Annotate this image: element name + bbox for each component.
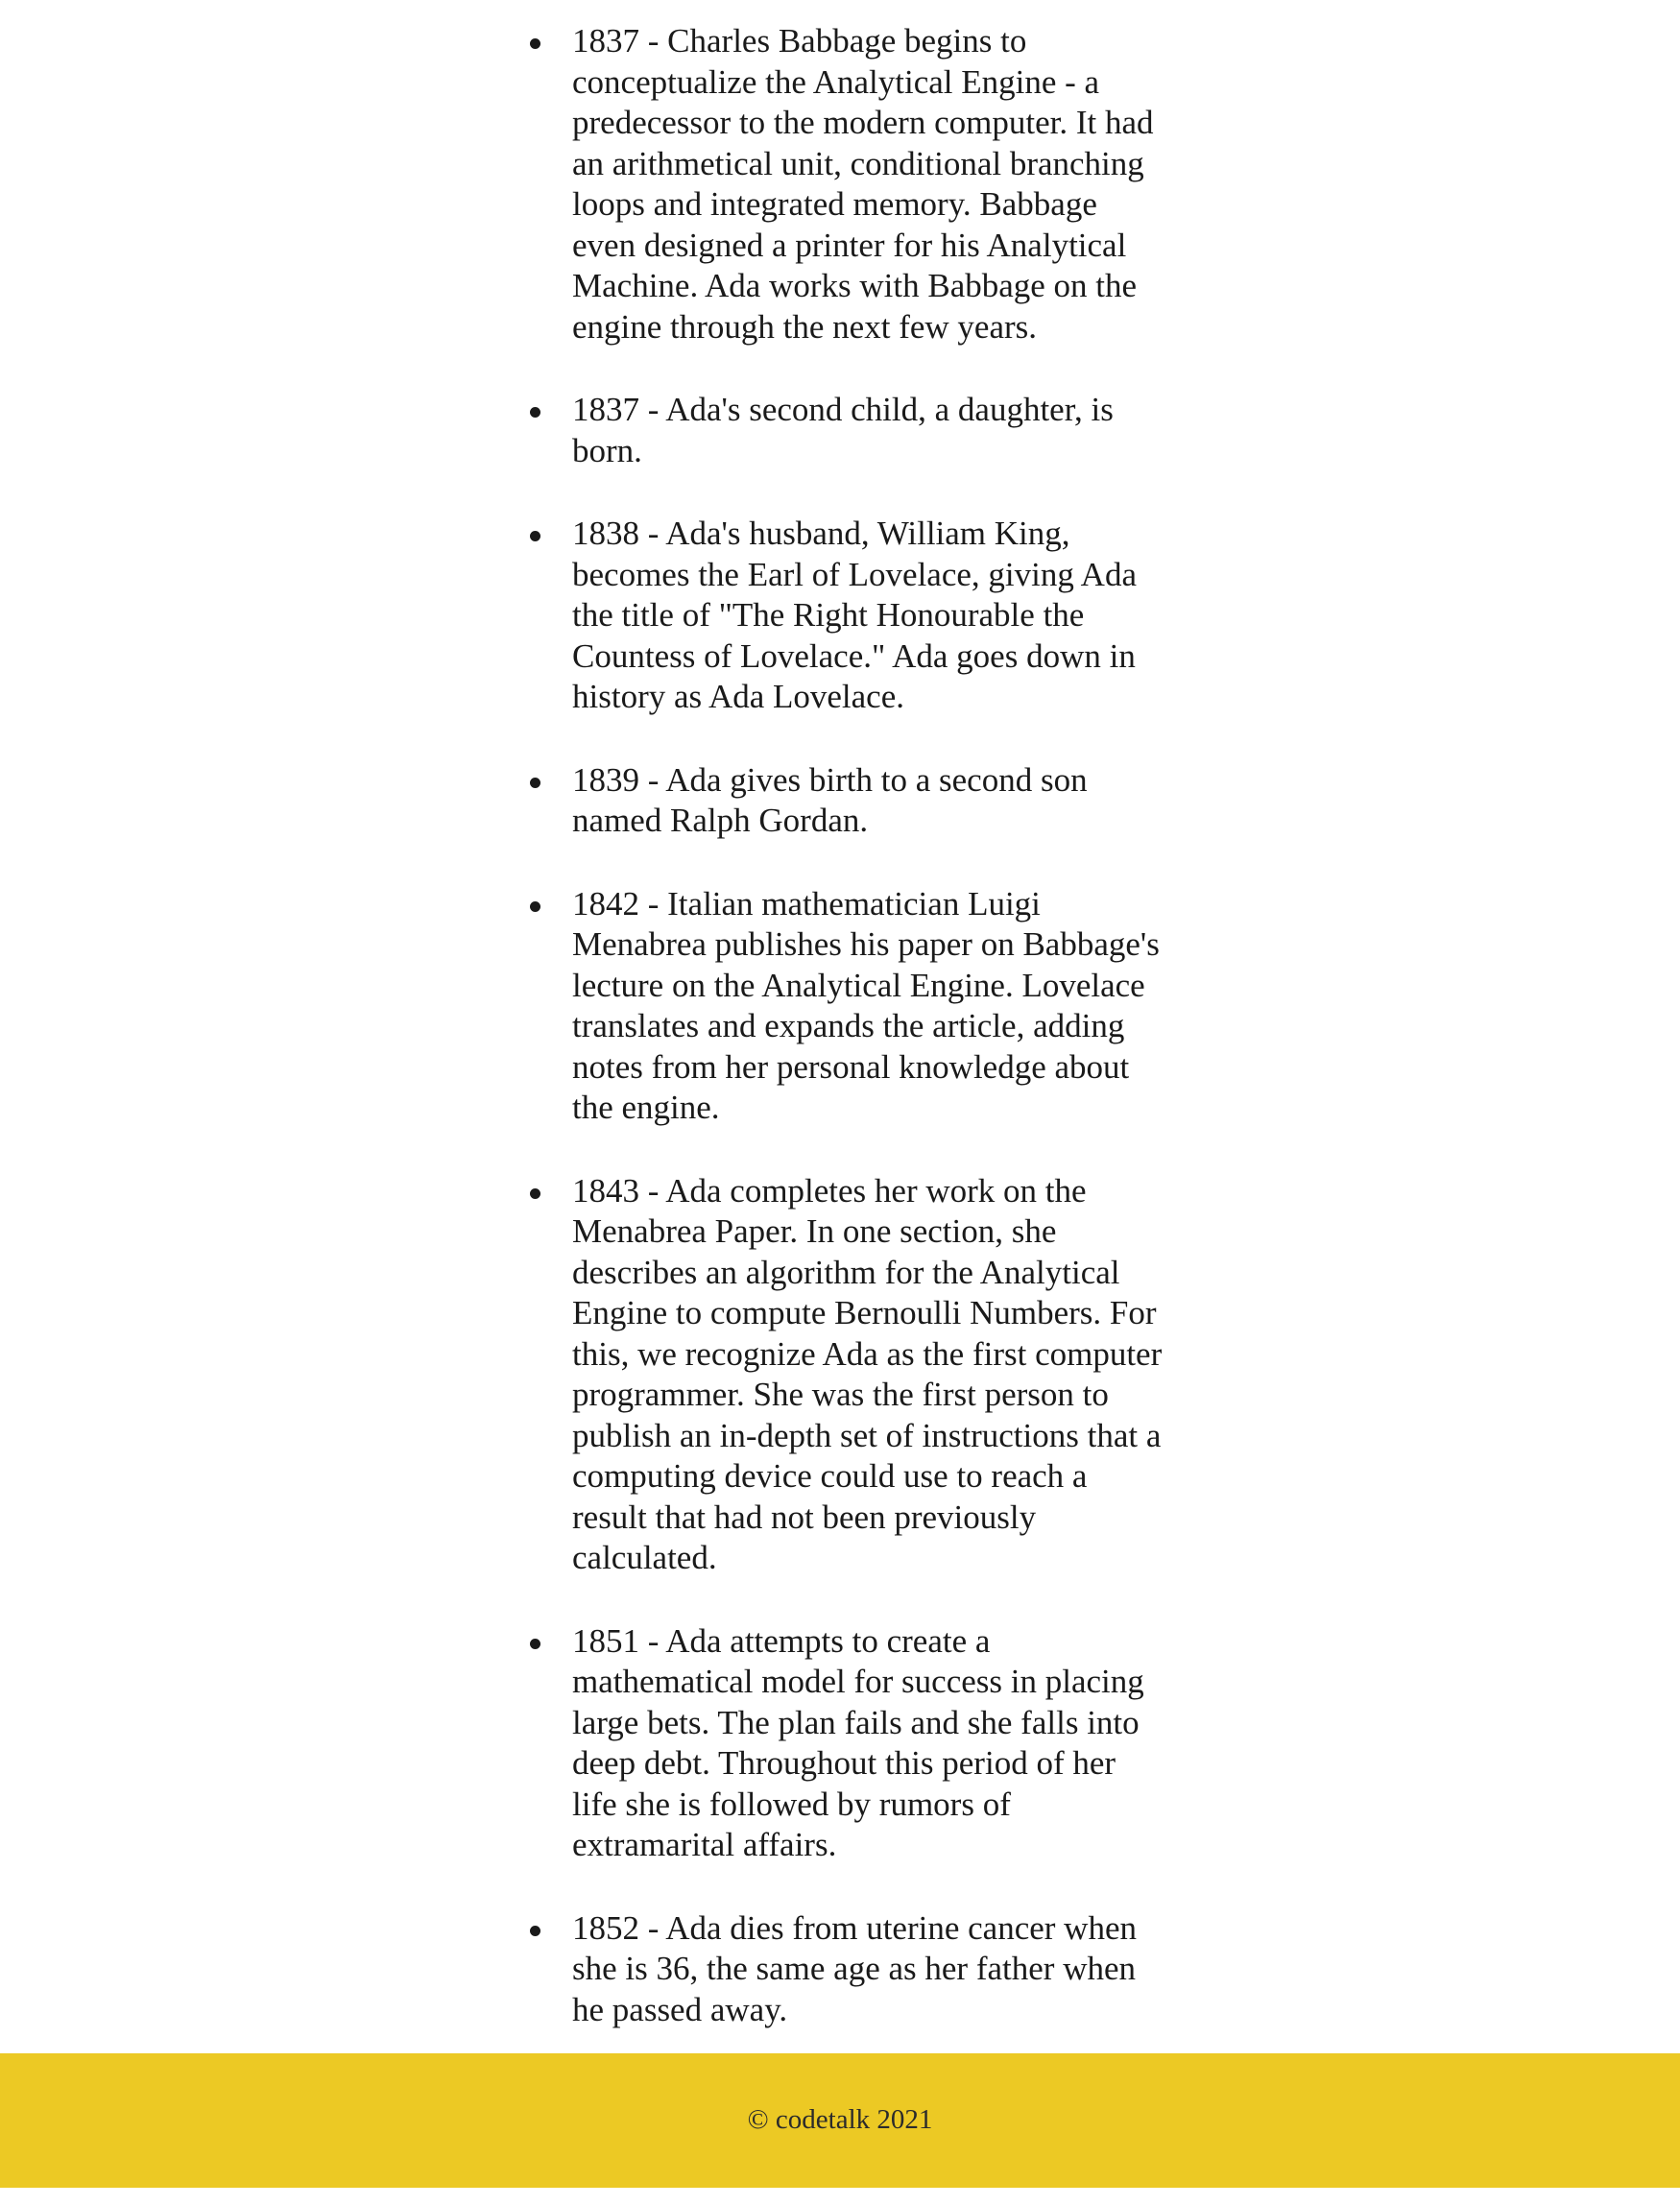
timeline-item-text-line: an arithmetical unit, conditional branching	[572, 144, 1144, 182]
timeline-item-text-line: Machine. Ada works with Babbage on the	[572, 267, 1138, 304]
bullet-icon	[530, 531, 540, 541]
timeline-item-text-line: he passed away.	[572, 1990, 788, 2028]
timeline-item-text-line: translates and expands the article, adding	[572, 1007, 1125, 1044]
timeline-item	[530, 514, 1221, 718]
timeline-item-text-line: conceptualize the Analytical Engine - a	[572, 62, 1100, 101]
timeline-item-text-line: even designed a printer for his Analytical	[572, 226, 1127, 264]
timeline-item-text-line: born.	[572, 431, 642, 469]
timeline-item-text-line: computing device could use to reach a	[572, 1457, 1088, 1495]
timeline-item-text-line: notes from her personal knowledge about	[572, 1047, 1130, 1086]
timeline-item-text-line: 1837 - Ada's second child, a daughter, is	[572, 391, 1114, 428]
bullet-icon	[530, 1926, 540, 1936]
timeline-item-text-line: Menabrea Paper. In one section, she	[572, 1212, 1057, 1250]
timeline-item-text-line: life she is followed by rumors of	[572, 1785, 1011, 1823]
timeline-item-text-line: engine through the next few years.	[572, 307, 1038, 346]
timeline-item-text-line: 1838 - Ada's husband, William King,	[572, 515, 1070, 552]
footer-bar	[0, 2053, 1680, 2188]
timeline-item-text-line: 1843 - Ada completes her work on the	[572, 1171, 1087, 1210]
timeline-item-text-line: lecture on the Analytical Engine. Lovelace	[572, 966, 1145, 1004]
bullet-icon	[530, 778, 540, 788]
timeline-item-text-line: 1851 - Ada attempts to create a	[572, 1621, 991, 1660]
timeline-item-text-line: deep debt. Throughout this period of her	[572, 1744, 1116, 1782]
timeline-item-text-line: describes an algorithm for the Analytical	[572, 1253, 1120, 1291]
timeline-item-text-line: Menabrea publishes his paper on Babbage's	[572, 925, 1160, 963]
timeline-item-text-line: extramarital affairs.	[572, 1826, 837, 1863]
timeline-item	[530, 1621, 1221, 1866]
timeline-item-text-line: she is 36, the same age as her father when	[572, 1950, 1137, 1987]
timeline-item-text-line: Countess of Lovelace." Ada goes down in	[572, 636, 1136, 675]
timeline-item-text-line: predecessor to the modern computer. It had	[572, 104, 1154, 141]
timeline-list	[530, 21, 1221, 2073]
timeline-item-text-line: 1837 - Charles Babbage begins to	[572, 22, 1027, 60]
timeline-item	[530, 390, 1221, 471]
timeline-item-text-line: programmer. She was the first person to	[572, 1376, 1109, 1413]
timeline-item-text-line: result that had not been previously	[572, 1498, 1037, 1536]
timeline-item-text-line: large bets. The plan fails and she falls into	[572, 1703, 1140, 1741]
timeline-item-text-line: the engine.	[572, 1089, 720, 1126]
bullet-icon	[530, 407, 540, 418]
timeline-item-text-line: loops and integrated memory. Babbage	[572, 185, 1097, 223]
timeline-item	[530, 1171, 1221, 1579]
timeline-item-text-line: publish an in-depth set of instructions that a	[572, 1416, 1162, 1454]
timeline-item	[530, 884, 1221, 1129]
timeline-item-text-line: 1839 - Ada gives birth to a second son	[572, 760, 1088, 799]
copyright-text: © codetalk 2021	[747, 2104, 933, 2135]
timeline-item-text-line: the title of "The Right Honourable the	[572, 596, 1085, 634]
timeline-item-text-line: becomes the Earl of Lovelace, giving Ada	[572, 555, 1137, 593]
timeline-item-text-line: calculated.	[572, 1539, 717, 1576]
timeline-item-text-line: 1842 - Italian mathematician Luigi	[572, 884, 1041, 923]
bullet-icon	[530, 1639, 540, 1649]
timeline-item-text-line: 1852 - Ada dies from uterine cancer when	[572, 1908, 1137, 1947]
timeline-item-text-line: history as Ada Lovelace.	[572, 678, 905, 715]
timeline-item	[530, 21, 1221, 348]
timeline-item	[530, 1908, 1221, 2031]
bullet-icon	[530, 38, 540, 49]
timeline-item-text-line: Engine to compute Bernoulli Numbers. For	[572, 1294, 1157, 1331]
timeline-item-text-line: named Ralph Gordan.	[572, 802, 869, 839]
timeline-item-text-line: mathematical model for success in placing	[572, 1663, 1144, 1700]
timeline-item	[530, 760, 1221, 842]
bullet-icon	[530, 901, 540, 912]
timeline-item-text-line: this, we recognize Ada as the first computer	[572, 1334, 1163, 1373]
bullet-icon	[530, 1188, 540, 1199]
